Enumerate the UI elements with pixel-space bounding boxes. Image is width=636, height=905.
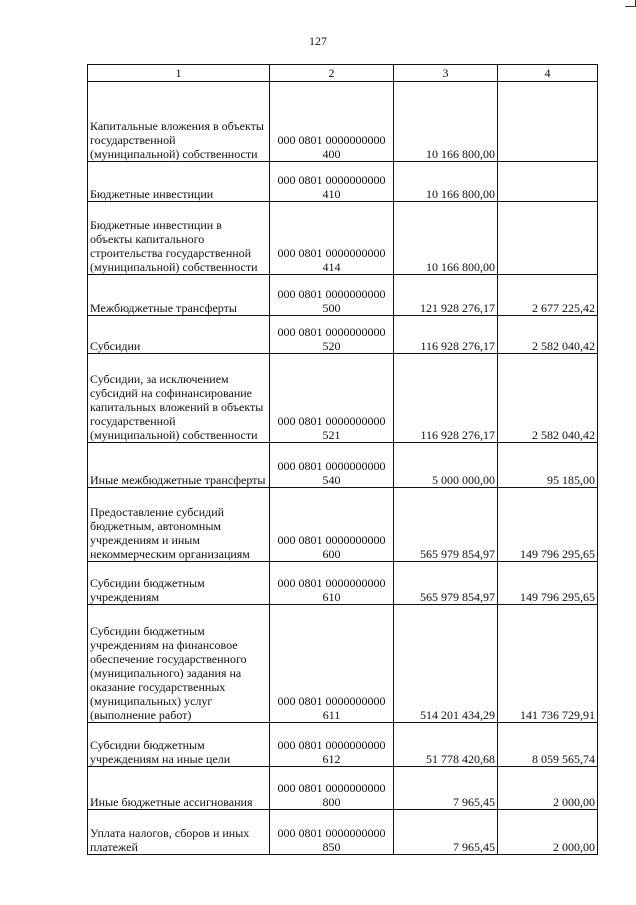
row-amount-col3: 7 965,45 [394, 810, 498, 855]
row-code: 000 0801 0000000000 521 [270, 354, 394, 443]
column-header: 3 [394, 65, 498, 82]
row-name: Субсидии бюджетным учреждениям на финансовое обеспечение государственного (муниципального) задания на оказание государственных (муниципальных) услуг (выполнение работ) [88, 605, 270, 723]
column-header: 2 [270, 65, 394, 82]
page-number: 127 [309, 34, 327, 48]
column-header: 4 [498, 65, 598, 82]
row-name: Иные бюджетные ассигнования [88, 767, 270, 810]
table-row [88, 202, 598, 275]
row-amount-col4 [498, 82, 598, 162]
row-name: Бюджетные инвестиции [88, 162, 270, 202]
row-amount-col4: 2 000,00 [498, 810, 598, 855]
row-code: 000 0801 0000000000 600 [270, 488, 394, 562]
row-code: 000 0801 0000000000 520 [270, 316, 394, 354]
row-code: 000 0801 0000000000 400 [270, 82, 394, 162]
row-name: Иные межбюджетные трансферты [88, 443, 270, 488]
row-amount-col3: 51 778 420,68 [394, 723, 498, 767]
table-row [88, 810, 598, 855]
row-amount-col4: 2 582 040,42 [498, 354, 598, 443]
row-name: Субсидии бюджетным учреждениям [88, 562, 270, 605]
row-code: 000 0801 0000000000 850 [270, 810, 394, 855]
column-header: 1 [88, 65, 270, 82]
row-name: Субсидии бюджетным учреждениям на иные цели [88, 723, 270, 767]
row-name: Уплата налогов, сборов и иных платежей [88, 810, 270, 855]
row-code: 000 0801 0000000000 611 [270, 605, 394, 723]
row-amount-col4: 149 796 295,65 [498, 562, 598, 605]
row-amount-col3: 565 979 854,97 [394, 562, 498, 605]
row-code: 000 0801 0000000000 500 [270, 275, 394, 316]
table-row [88, 723, 598, 767]
row-amount-col3: 10 166 800,00 [394, 202, 498, 275]
row-code: 000 0801 0000000000 540 [270, 443, 394, 488]
row-name: Межбюджетные трансферты [88, 275, 270, 316]
row-amount-col3: 121 928 276,17 [394, 275, 498, 316]
table-row [88, 354, 598, 443]
table-row [88, 488, 598, 562]
row-code: 000 0801 0000000000 610 [270, 562, 394, 605]
row-amount-col4: 2 582 040,42 [498, 316, 598, 354]
table-row [88, 443, 598, 488]
table-row [88, 162, 598, 202]
row-name: Капитальные вложения в объекты государственной (муниципальной) собственности [88, 82, 270, 162]
table-row [88, 316, 598, 354]
row-amount-col4: 141 736 729,91 [498, 605, 598, 723]
row-amount-col4: 8 059 565,74 [498, 723, 598, 767]
row-amount-col3: 10 166 800,00 [394, 162, 498, 202]
row-amount-col4: 2 677 225,42 [498, 275, 598, 316]
row-amount-col4: 2 000,00 [498, 767, 598, 810]
table-row [88, 82, 598, 162]
row-code: 000 0801 0000000000 800 [270, 767, 394, 810]
table-row [88, 605, 598, 723]
row-amount-col3: 116 928 276,17 [394, 354, 498, 443]
budget-table [87, 64, 598, 855]
row-code: 000 0801 0000000000 612 [270, 723, 394, 767]
row-name: Предоставление субсидий бюджетным, автономным учреждениям и иным некоммерческим организациям [88, 488, 270, 562]
row-amount-col3: 7 965,45 [394, 767, 498, 810]
row-amount-col3: 5 000 000,00 [394, 443, 498, 488]
row-amount-col4 [498, 162, 598, 202]
row-name: Бюджетные инвестиции в объекты капитального строительства государственной (муниципальной) собственности [88, 202, 270, 275]
row-amount-col3: 116 928 276,17 [394, 316, 498, 354]
row-amount-col4: 149 796 295,65 [498, 488, 598, 562]
row-amount-col4 [498, 202, 598, 275]
row-amount-col4: 95 185,00 [498, 443, 598, 488]
row-amount-col3: 565 979 854,97 [394, 488, 498, 562]
row-code: 000 0801 0000000000 414 [270, 202, 394, 275]
row-name: Субсидии [88, 316, 270, 354]
row-amount-col3: 10 166 800,00 [394, 82, 498, 162]
row-amount-col3: 514 201 434,29 [394, 605, 498, 723]
table-row [88, 562, 598, 605]
page-corner-mark [625, 0, 636, 7]
table-row [88, 275, 598, 316]
table-header-row [88, 65, 598, 82]
row-code: 000 0801 0000000000 410 [270, 162, 394, 202]
row-name: Субсидии, за исключением субсидий на софинансирование капитальных вложений в объекты государственной (муниципальной) собственности [88, 354, 270, 443]
table-row [88, 767, 598, 810]
